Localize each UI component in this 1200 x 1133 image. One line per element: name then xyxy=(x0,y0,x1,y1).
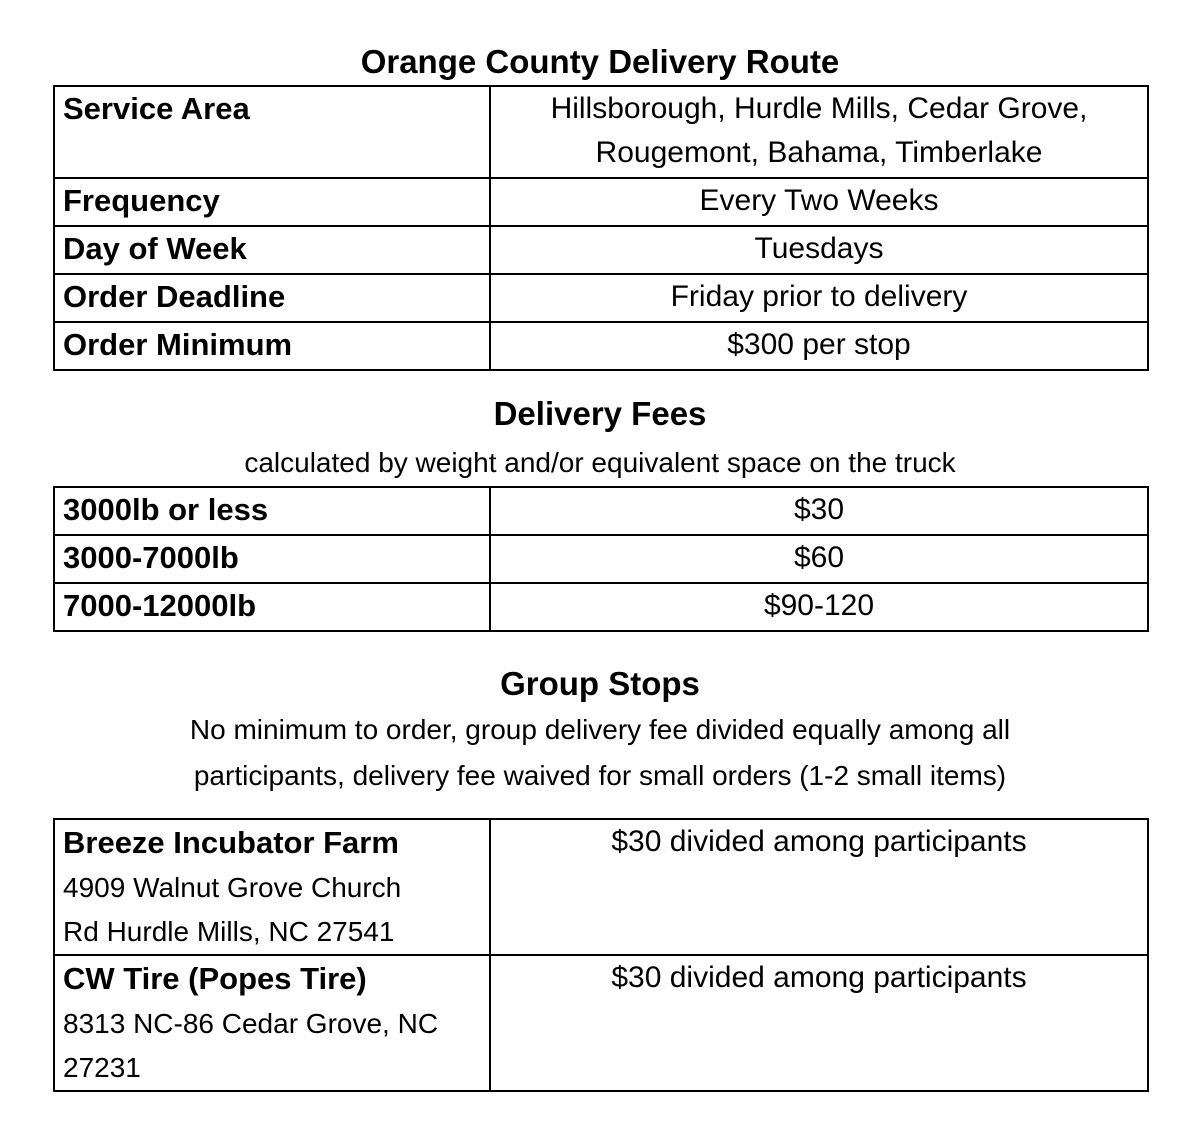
table-row xyxy=(54,274,1148,322)
fee-weight-label: 3000-7000lb xyxy=(54,535,490,583)
fee-weight-label: 3000lb or less xyxy=(54,487,490,535)
fees-table xyxy=(53,486,1149,632)
stop-info xyxy=(54,819,490,955)
fee-amount-value: $60 xyxy=(490,535,1148,583)
fees-title: Delivery Fees xyxy=(493,395,707,432)
day-of-week-label: Day of Week xyxy=(54,226,490,274)
table-row xyxy=(54,955,1148,1091)
frequency-label: Frequency xyxy=(54,178,490,226)
table-row xyxy=(54,226,1148,274)
table-row xyxy=(54,535,1148,583)
table-row xyxy=(54,322,1148,370)
stop-address-line-2: Rd Hurdle Mills, NC 27541 xyxy=(63,916,395,947)
table-row xyxy=(54,178,1148,226)
fee-amount-value: $90-120 xyxy=(490,583,1148,631)
fee-weight-label: 7000-12000lb xyxy=(54,583,490,631)
route-table xyxy=(53,85,1149,371)
service-area-label: Service Area xyxy=(54,86,490,178)
stop-name: Breeze Incubator Farm xyxy=(63,825,399,860)
service-area-value xyxy=(490,86,1148,178)
group-stops-description-line-2: participants, delivery fee waived for small orders (1-2 small items) xyxy=(193,760,1007,791)
order-minimum-value: $300 per stop xyxy=(490,322,1148,370)
service-area-line-1: Hillsborough, Hurdle Mills, Cedar Grove, xyxy=(550,92,1088,125)
group-stops-table xyxy=(53,818,1149,1092)
service-area-line-2: Rougemont, Bahama, Timberlake xyxy=(595,136,1043,169)
fees-subtitle: calculated by weight and/or equivalent space on the truck xyxy=(244,447,956,478)
stop-address-line-2: 27231 xyxy=(63,1052,141,1083)
table-row xyxy=(54,487,1148,535)
stop-name: CW Tire (Popes Tire) xyxy=(63,961,367,996)
table-row xyxy=(54,819,1148,955)
route-title: Orange County Delivery Route xyxy=(360,43,840,80)
stop-address-line-1: 8313 NC-86 Cedar Grove, NC xyxy=(63,1008,439,1039)
day-of-week-value: Tuesdays xyxy=(490,226,1148,274)
table-row xyxy=(54,583,1148,631)
order-deadline-value: Friday prior to delivery xyxy=(490,274,1148,322)
stop-address-line-1: 4909 Walnut Grove Church xyxy=(63,872,402,903)
stop-fee: $30 divided among participants xyxy=(490,819,1148,955)
order-deadline-label: Order Deadline xyxy=(54,274,490,322)
order-minimum-label: Order Minimum xyxy=(54,322,490,370)
fee-amount-value: $30 xyxy=(490,487,1148,535)
stop-fee: $30 divided among participants xyxy=(490,955,1148,1091)
group-stops-description-line-1: No minimum to order, group delivery fee divided equally among all xyxy=(189,714,1011,745)
frequency-value: Every Two Weeks xyxy=(490,178,1148,226)
stop-info xyxy=(54,955,490,1091)
table-row xyxy=(54,86,1148,178)
group-stops-title: Group Stops xyxy=(500,665,700,702)
